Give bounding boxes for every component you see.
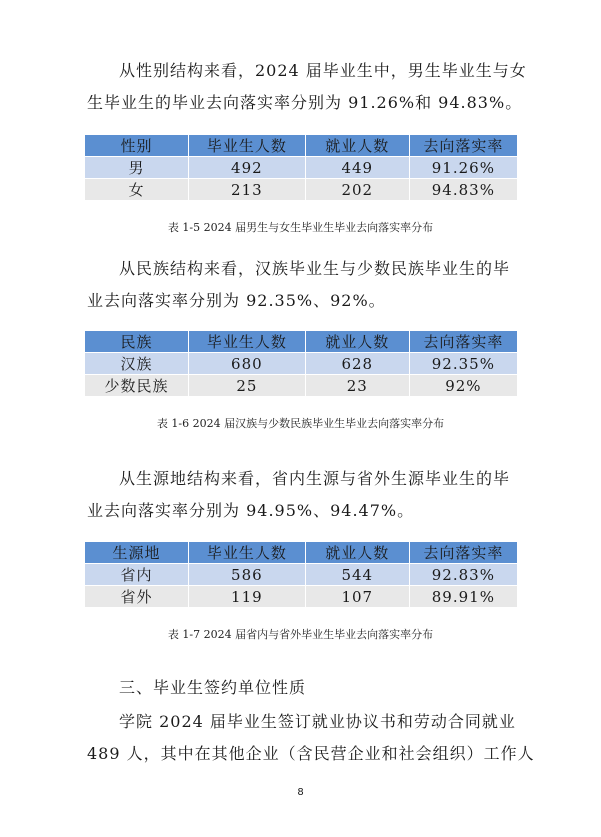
table-row [85, 375, 518, 397]
table-cell: 92.35% [409, 353, 517, 375]
table-origin [84, 541, 518, 608]
header-cell: 毕业生人数 [188, 542, 305, 564]
table-cell: 省外 [85, 586, 189, 608]
table-cell: 89.91% [409, 586, 517, 608]
header-cell: 民族 [85, 331, 189, 353]
table-header-row [85, 542, 518, 564]
table-row [85, 353, 518, 375]
table-row [85, 586, 518, 608]
paragraph-line: 从生源地结构来看，省内生源与省外生源毕业生的毕 [119, 469, 511, 488]
table-cell: 492 [188, 157, 305, 179]
page-number: 8 [297, 787, 304, 798]
table-cell: 586 [188, 564, 305, 586]
table-caption: 表 1-6 2024 届汉族与少数民族毕业生毕业去向落实率分布 [156, 417, 445, 430]
header-cell: 就业人数 [305, 542, 409, 564]
table-ethnicity [84, 330, 518, 397]
paragraph-origin [87, 463, 527, 527]
paragraph-ethnicity [87, 253, 527, 317]
table-cell: 119 [188, 586, 305, 608]
table-cell: 213 [188, 179, 305, 201]
table-header-row [85, 331, 518, 353]
paragraph-contract [87, 706, 535, 770]
table-cell: 107 [305, 586, 409, 608]
table-header-row [85, 135, 518, 157]
table-caption: 表 1-5 2024 届男生与女生毕业生毕业去向落实率分布 [167, 221, 434, 234]
paragraph-line: 489 人，其中在其他企业（含民营企业和社会组织）工作人 [87, 744, 535, 763]
section-heading: 三、毕业生签约单位性质 [119, 678, 307, 697]
table-gender [84, 134, 518, 201]
table-cell: 92% [409, 375, 517, 397]
header-cell: 去向落实率 [409, 135, 517, 157]
header-cell: 毕业生人数 [188, 331, 305, 353]
table-cell: 23 [305, 375, 409, 397]
table-caption: 表 1-7 2024 届省内与省外毕业生毕业去向落实率分布 [167, 628, 434, 641]
paragraph-line: 学院 2024 届毕业生签订就业协议书和劳动合同就业 [119, 712, 516, 731]
paragraph-gender [87, 55, 527, 119]
table-cell: 92.83% [409, 564, 517, 586]
header-cell: 生源地 [85, 542, 189, 564]
header-cell: 毕业生人数 [188, 135, 305, 157]
table-cell: 680 [188, 353, 305, 375]
paragraph-line: 业去向落实率分别为 92.35%、92%。 [87, 291, 386, 310]
header-cell: 去向落实率 [409, 331, 517, 353]
table-cell: 女 [85, 179, 189, 201]
table-cell: 202 [305, 179, 409, 201]
table-cell: 25 [188, 375, 305, 397]
table-cell: 男 [85, 157, 189, 179]
paragraph-line: 生毕业生的毕业去向落实率分别为 91.26%和 94.83%。 [87, 93, 523, 112]
paragraph-line: 从民族结构来看，汉族毕业生与少数民族毕业生的毕 [119, 259, 511, 278]
table-row [85, 564, 518, 586]
paragraph-line: 业去向落实率分别为 94.95%、94.47%。 [87, 501, 415, 520]
paragraph-line: 从性别结构来看，2024 届毕业生中，男生毕业生与女 [119, 61, 527, 80]
header-cell: 去向落实率 [409, 542, 517, 564]
table-cell: 省内 [85, 564, 189, 586]
table-row [85, 157, 518, 179]
table-cell: 91.26% [409, 157, 517, 179]
table-row [85, 179, 518, 201]
table-cell: 449 [305, 157, 409, 179]
header-cell: 就业人数 [305, 331, 409, 353]
table-cell: 628 [305, 353, 409, 375]
table-cell: 汉族 [85, 353, 189, 375]
header-cell: 就业人数 [305, 135, 409, 157]
table-cell: 544 [305, 564, 409, 586]
header-cell: 性别 [85, 135, 189, 157]
table-cell: 94.83% [409, 179, 517, 201]
table-cell: 少数民族 [85, 375, 189, 397]
